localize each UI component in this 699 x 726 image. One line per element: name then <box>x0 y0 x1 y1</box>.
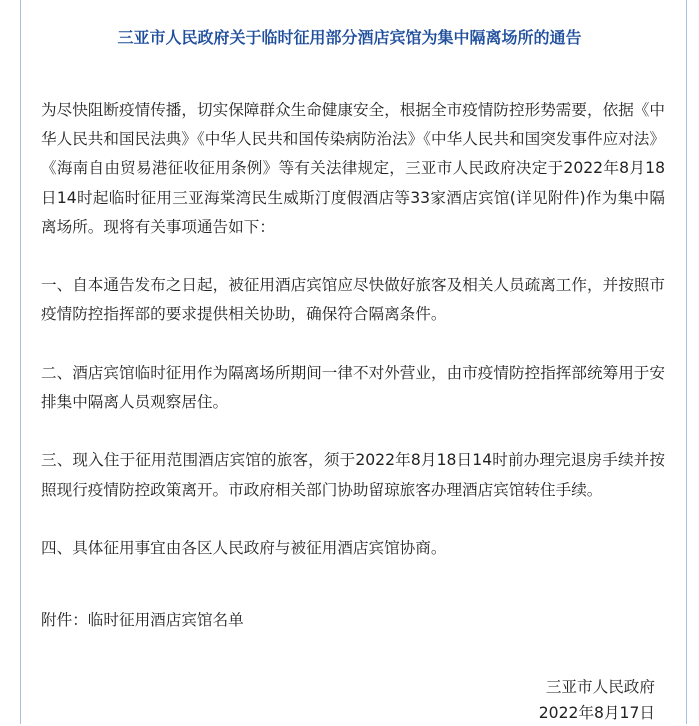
notice-title: 三亚市人民政府关于临时征用部分酒店宾馆为集中隔离场所的通告 <box>117 28 582 47</box>
item-paragraph-2: 二、酒店宾馆临时征用作为隔离场所期间一律不对外营业，由市疫情防控指挥部统筹用于安排集中隔离人员观察居住。 <box>41 363 665 411</box>
notice-body <box>41 96 665 665</box>
intro-paragraph: 为尽快阻断疫情传播，切实保障群众生命健康安全，根据全市疫情防控形势需要，依据《中华人民共和国民法典》《中华人民共和国传染病防治法》《中华人民共和国突发事件应对法》《海南自由贸易港征收征用条例》等有关法律规定，三亚市人民政府决定于2022年8月18日14时起临时征用三亚海棠湾民生威斯汀度假酒店等33家酒店宾馆(详见附件)作为集中隔离场所。现将有关事项通告如下： <box>41 101 665 236</box>
item-paragraph-3: 三、现入住于征用范围酒店宾馆的旅客，须于2022年8月18日14时前办理完退房手续并按照现行疫情防控政策离开。市政府相关部门协助留琼旅客办理酒店宾馆转住手续。 <box>41 451 665 499</box>
attachment-line: 附件：临时征用酒店宾馆名单 <box>41 611 244 630</box>
issuer-name: 三亚市人民政府 <box>545 678 655 696</box>
signature-block <box>539 674 655 726</box>
item-paragraph-1: 一、自本通告发布之日起，被征用酒店宾馆应尽快做好旅客及相关人员疏离工作，并按照市疫情防控指挥部的要求提供相关协助，确保符合隔离条件。 <box>41 276 665 324</box>
issue-date: 2022年8月17日 <box>538 704 655 722</box>
item-paragraph-4: 四、具体征用事宜由各区人民政府与被征用酒店宾馆协商。 <box>41 538 447 557</box>
